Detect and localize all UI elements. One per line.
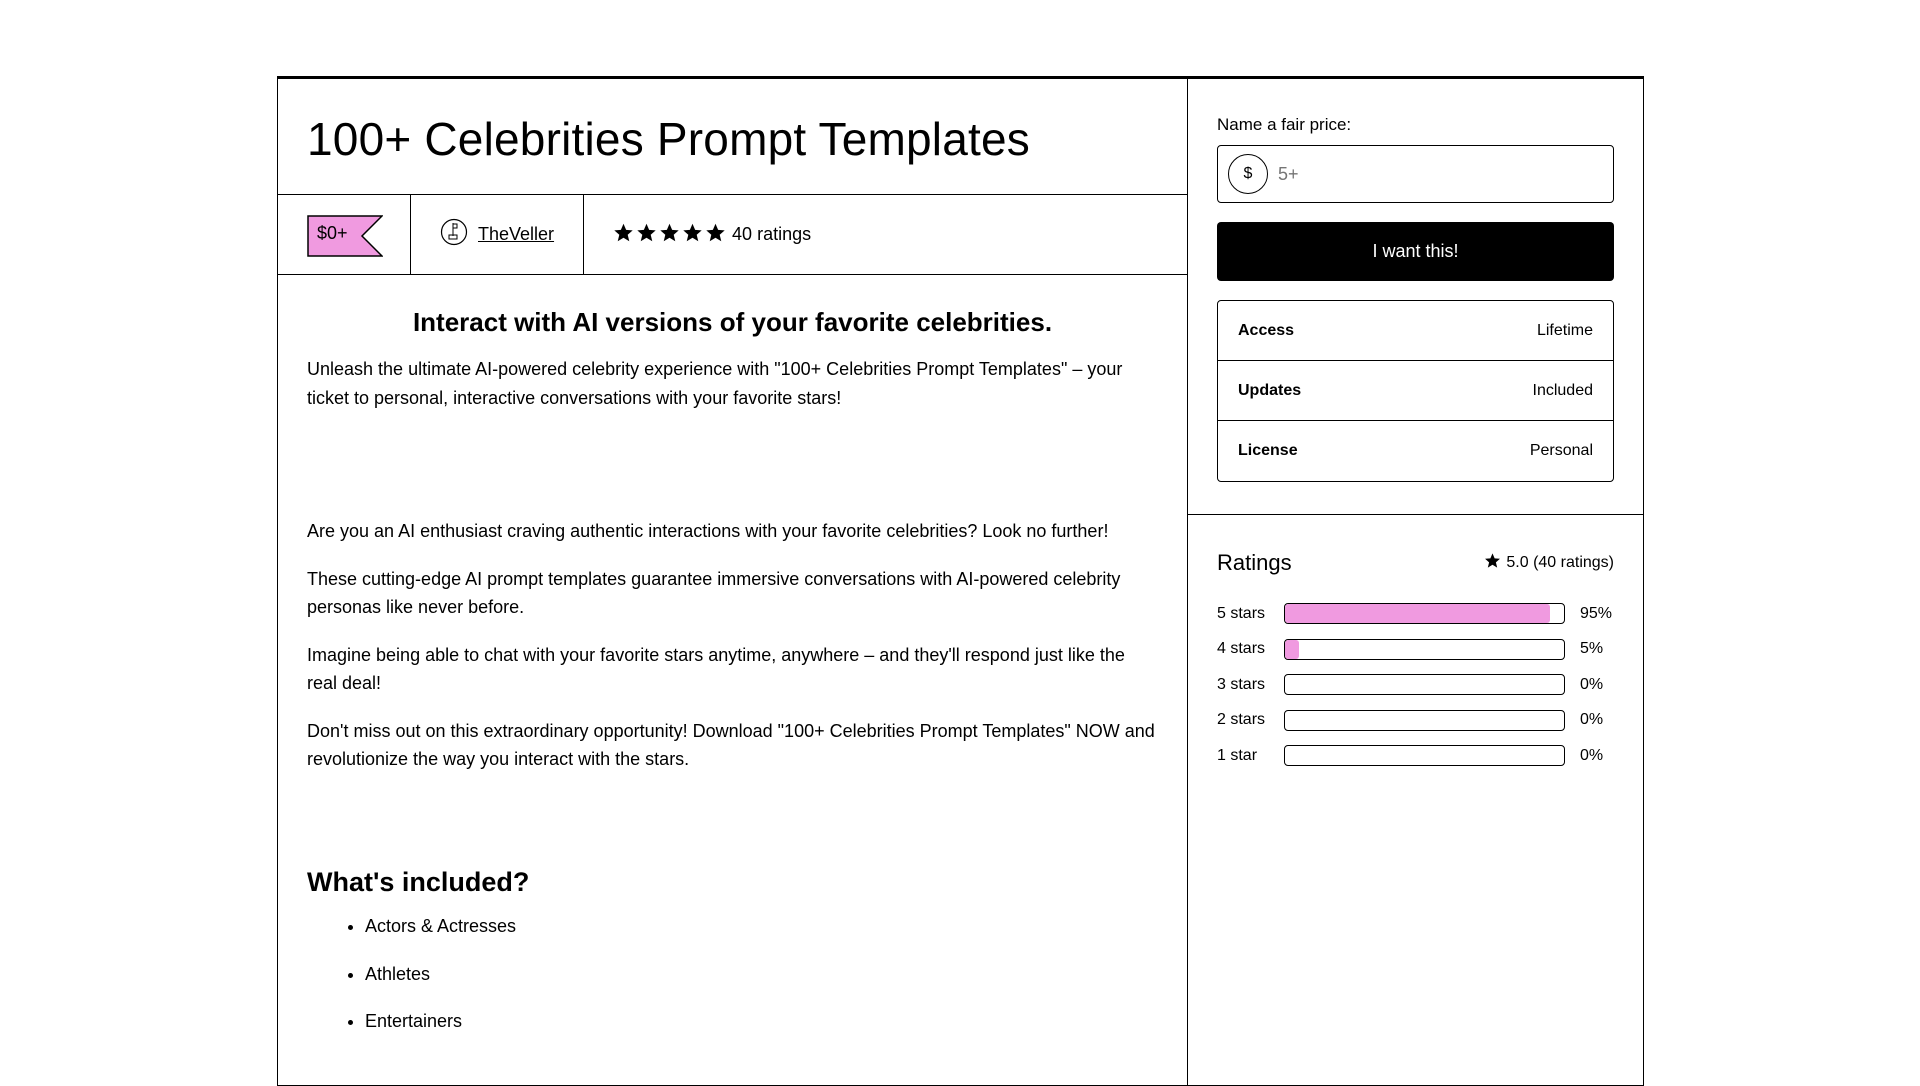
details-row bbox=[1218, 301, 1613, 361]
star-icon bbox=[659, 222, 680, 248]
included-item: • Entertainers bbox=[365, 1007, 1158, 1036]
rating-bar-fill bbox=[1285, 640, 1299, 659]
details-key: Updates bbox=[1238, 381, 1302, 399]
details-key: License bbox=[1238, 442, 1298, 459]
rating-row-label: 5 stars bbox=[1217, 604, 1266, 622]
details-key: Access bbox=[1238, 321, 1295, 339]
rating-row-label: 3 stars bbox=[1217, 675, 1266, 693]
rating-row-percent: 0% bbox=[1580, 675, 1604, 693]
product-title: 100+ Celebrities Prompt Templates bbox=[307, 113, 1030, 165]
rating-bar-fill bbox=[1285, 604, 1550, 623]
star-icon bbox=[682, 222, 703, 248]
description-paragraph: Unleash the ultimate AI-powered celebrity experience with "100+ Celebrities Prompt Templates" – your ticket to personal, interactive conversations with your favorite stars! bbox=[307, 359, 1123, 408]
star-icon bbox=[613, 222, 634, 248]
rating-row-percent: 95% bbox=[1580, 604, 1613, 622]
included-item: • Athletes bbox=[365, 960, 1158, 989]
product-card bbox=[277, 76, 1644, 1086]
price-input[interactable] bbox=[1278, 164, 1578, 185]
buy-button[interactable]: I want this! bbox=[1217, 222, 1614, 281]
rating-row bbox=[1217, 667, 1614, 703]
ratings-title: Ratings bbox=[1217, 550, 1292, 575]
purchase-sidebar bbox=[1188, 79, 1643, 1085]
rating-cell bbox=[584, 195, 840, 274]
rating-row bbox=[1217, 596, 1614, 632]
rating-bar bbox=[1284, 745, 1565, 766]
rating-row-label: 1 star bbox=[1217, 746, 1258, 764]
ratings-section bbox=[1188, 515, 1643, 774]
product-main bbox=[278, 79, 1188, 1085]
rating-row-label: 4 stars bbox=[1217, 640, 1266, 658]
creator-link[interactable]: TheVeller bbox=[478, 224, 555, 244]
details-row bbox=[1218, 361, 1613, 421]
rating-row-percent: 0% bbox=[1580, 746, 1604, 764]
rating-bar bbox=[1284, 674, 1565, 695]
product-description bbox=[278, 275, 1187, 1036]
price-cell bbox=[278, 195, 411, 274]
details-value: Lifetime bbox=[1536, 321, 1593, 339]
rating-row-percent: 0% bbox=[1580, 711, 1604, 729]
price-input-label: Name a fair price: bbox=[1217, 115, 1352, 134]
purchase-box bbox=[1188, 79, 1643, 515]
ratings-summary: 5.0 (40 ratings) bbox=[1506, 554, 1614, 571]
details-value: Personal bbox=[1529, 442, 1593, 459]
rating-bar bbox=[1284, 710, 1565, 731]
rating-row bbox=[1217, 738, 1614, 774]
description-paragraph: Don't miss out on this extraordinary opportunity! Download "100+ Celebrities Prompt Templates" NOW and revolutionize the way you interact with the stars. bbox=[307, 720, 1155, 769]
ratings-count[interactable]: 40 ratings bbox=[732, 224, 812, 244]
included-heading: What's included? bbox=[307, 866, 530, 897]
star-icon bbox=[636, 222, 657, 248]
rating-row bbox=[1217, 632, 1614, 668]
rating-bar bbox=[1284, 603, 1565, 624]
price-label: $0+ bbox=[317, 222, 348, 243]
description-paragraph: Are you an AI enthusiast craving authentic interactions with your favorite celebrities? Look no further! bbox=[307, 521, 1109, 541]
included-list bbox=[307, 912, 1158, 1036]
rating-row-percent: 5% bbox=[1580, 640, 1604, 658]
description-paragraph: These cutting-edge AI prompt templates guarantee immersive conversations with AI-powered celebrity personas like never before. bbox=[307, 568, 1121, 617]
star-icon bbox=[1484, 552, 1501, 574]
rating-stars bbox=[613, 222, 726, 248]
included-item: • Actors & Actresses bbox=[365, 912, 1158, 941]
creator-avatar-icon bbox=[440, 218, 468, 251]
product-meta bbox=[278, 195, 1187, 275]
creator-cell bbox=[411, 195, 584, 274]
price-tag bbox=[307, 215, 381, 255]
price-field[interactable] bbox=[1217, 145, 1614, 203]
details-table bbox=[1217, 300, 1614, 482]
currency-icon: $ bbox=[1228, 154, 1268, 194]
details-row bbox=[1218, 421, 1613, 481]
description-paragraph: Imagine being able to chat with your favorite stars anytime, anywhere – and they'll respond just like the real deal! bbox=[307, 644, 1125, 693]
rating-bar bbox=[1284, 639, 1565, 660]
description-headline: Interact with AI versions of your favorite celebrities. bbox=[412, 307, 1053, 337]
details-value: Included bbox=[1532, 381, 1593, 399]
star-icon bbox=[705, 222, 726, 248]
rating-row bbox=[1217, 703, 1614, 739]
rating-row-label: 2 stars bbox=[1217, 711, 1266, 729]
